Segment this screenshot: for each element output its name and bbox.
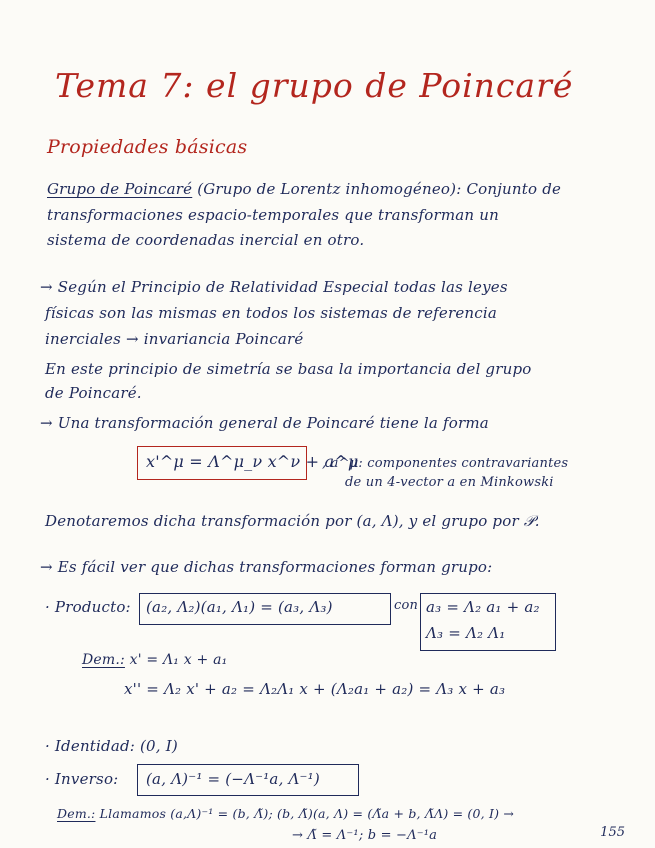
page-number: 155 <box>600 825 625 840</box>
principle-line-4: En este principio de simetría se basa la importancia del grupo <box>45 360 532 378</box>
principle-line-5: de Poincaré. <box>45 384 142 402</box>
definition-rest: (Grupo de Lorentz inhomogéneo): Conjunto de <box>192 180 562 198</box>
dem-line-2: x'' = Λ₂ x' + a₂ = Λ₂Λ₁ x + (Λ₂a₁ + a₂) = Λ₃ x + a₃ <box>124 680 506 698</box>
product-condition-1: a₃ = Λ₂ a₁ + a₂ <box>426 598 540 616</box>
page-title: Tema 7: el grupo de Poincaré <box>55 66 574 105</box>
principle-line-3: inerciales → invariancia Poincaré <box>45 330 304 348</box>
inverse-dem-line-2: → Λ̃ = Λ⁻¹; b = −Λ⁻¹a <box>292 828 438 843</box>
inverse-dem <box>57 806 514 821</box>
transform-formula: x'^μ = Λ^μ_ν x^ν + a^μ <box>146 452 359 471</box>
inverse-formula: (a, Λ)⁻¹ = (−Λ⁻¹a, Λ⁻¹) <box>146 770 320 788</box>
identity-line: · Identidad: (0, I) <box>45 737 178 755</box>
inverse-dem-label: Dem.: <box>57 806 96 821</box>
definition-line-1 <box>47 180 561 198</box>
inverse-label: · Inverso: <box>45 770 119 788</box>
section-subtitle: Propiedades básicas <box>47 136 248 158</box>
product-label: · Producto: <box>45 598 131 616</box>
product-con: con <box>394 598 419 613</box>
definition-line-3: sistema de coordenadas inercial en otro. <box>47 231 365 249</box>
transform-note-2: de un 4-vector a en Minkowski <box>345 475 554 490</box>
product-condition-2: Λ₃ = Λ₂ Λ₁ <box>426 624 506 642</box>
definition-term: Grupo de Poincaré <box>47 180 193 198</box>
product-formula: (a₂, Λ₂)(a₁, Λ₁) = (a₃, Λ₃) <box>146 598 333 616</box>
principle-line-1: → Según el Principio de Relatividad Especial todas las leyes <box>40 278 508 296</box>
transform-note-1: , a^μ: componentes contravariantes <box>322 456 569 471</box>
dem-line-1: x' = Λ₁ x + a₁ <box>129 652 228 668</box>
principle-line-2: físicas son las mismas en todos los sistemas de referencia <box>45 304 498 322</box>
group-intro: → Es fácil ver que dichas transformaciones forman grupo: <box>40 558 493 576</box>
definition-line-2: transformaciones espacio-temporales que transforman un <box>47 206 499 224</box>
product-dem <box>82 652 227 668</box>
transform-intro: → Una transformación general de Poincaré tiene la forma <box>40 414 489 432</box>
inverse-dem-line-1: Llamamos (a,Λ)⁻¹ = (b, Λ̃); (b, Λ̃)(a, Λ) = (Λ̃a + b, Λ̃Λ) = (0, I) → <box>99 806 515 821</box>
dem-label: Dem.: <box>82 652 125 668</box>
denote-line: Denotaremos dicha transformación por (a, Λ), y el grupo por 𝒫. <box>45 512 540 530</box>
